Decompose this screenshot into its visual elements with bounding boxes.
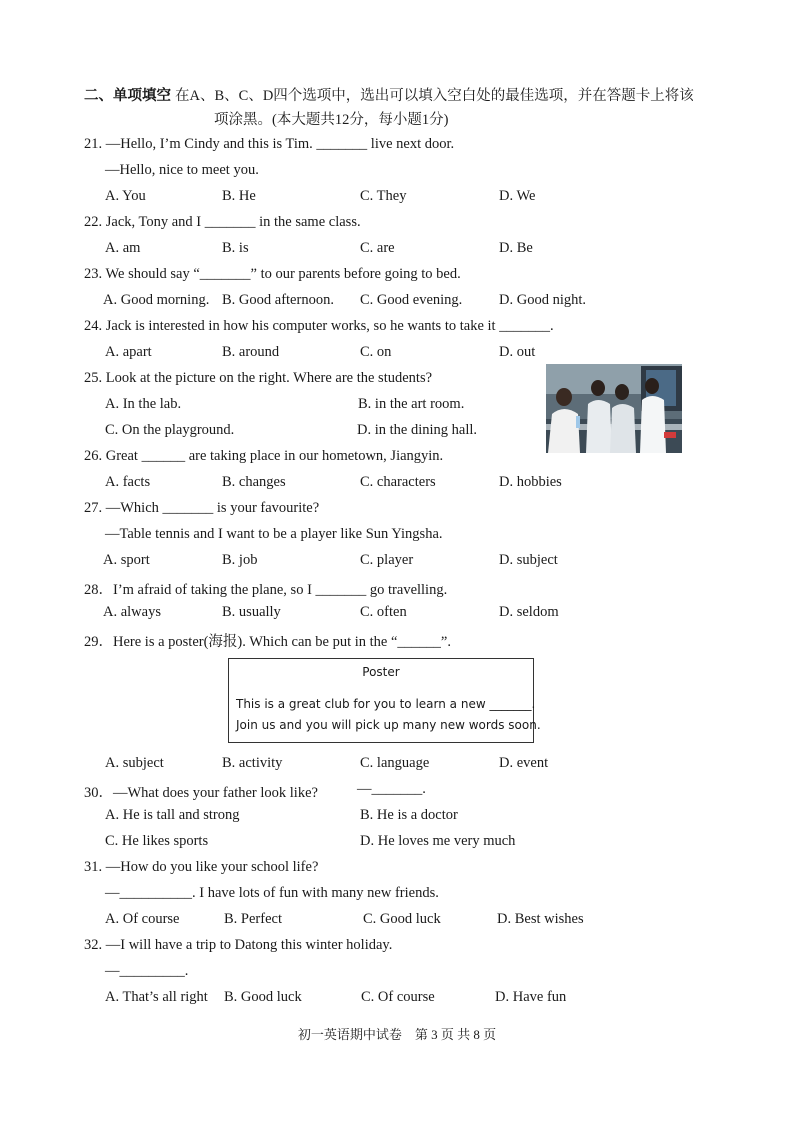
q31-option-a: A. Of course [105, 911, 180, 927]
q32-option-c: C. Of course [361, 989, 435, 1005]
q23-stem: 23. We should say “_______” to our parents before going to bed. [84, 266, 461, 282]
q30-option-a: A. He is tall and strong [105, 807, 240, 823]
q31-stem: 31. —How do you like your school life? [84, 859, 319, 875]
q23-option-c: C. Good evening. [360, 292, 463, 308]
q31-reply: —__________. I have lots of fun with many new friends. [105, 885, 439, 901]
q21-option-b: B. He [222, 188, 256, 204]
q24-option-b: B. around [222, 344, 280, 360]
q28-stem: 28．I’m afraid of taking the plane, so I _______ go travelling. [84, 582, 448, 598]
q26-option-b: B. changes [222, 474, 286, 490]
q28-option-b: B. usually [222, 604, 281, 620]
q22-option-d: D. Be [499, 240, 533, 256]
q24-option-c: C. on [360, 344, 392, 360]
q32-option-a: A. That’s all right [105, 989, 208, 1005]
q27-option-b: B. job [222, 552, 258, 568]
q30-reply: —_______. [357, 781, 426, 797]
section-instruction-2: 项涂黑。(本大题共12分，每小题1分) [214, 112, 449, 128]
q24-option-a: A. apart [105, 344, 152, 360]
q29-option-b: B. activity [222, 755, 283, 771]
q31-option-c: C. Good luck [363, 911, 441, 927]
q23-option-d: D. Good night. [499, 292, 586, 308]
q25-option-d: D. in the dining hall. [357, 422, 478, 438]
poster-line-2: Join us and you will pick up many new words soon. [236, 718, 541, 732]
q27-reply: —Table tennis and I want to be a player like Sun Yingsha. [105, 526, 443, 542]
q29-option-d: D. event [499, 755, 549, 771]
q31-option-b: B. Perfect [224, 911, 282, 927]
q21-stem: 21. —Hello, I’m Cindy and this is Tim. _______ live next door. [84, 136, 455, 152]
q26-option-d: D. hobbies [499, 474, 562, 490]
q26-option-a: A. facts [105, 474, 151, 490]
q29-option-c: C. language [360, 755, 430, 771]
poster-title: Poster [362, 665, 400, 679]
q27-option-c: C. player [360, 552, 414, 568]
poster-line-1: This is a great club for you to learn a new _______. [236, 697, 536, 711]
q27-option-d: D. subject [499, 552, 558, 568]
q22-option-a: A. am [105, 240, 141, 256]
q32-stem: 32. —I will have a trip to Datong this winter holiday. [84, 937, 393, 953]
q27-stem: 27. —Which _______ is your favourite? [84, 500, 320, 516]
q23-option-a: A. Good morning. [103, 292, 210, 308]
q32-option-b: B. Good luck [224, 989, 302, 1005]
q28-option-d: D. seldom [499, 604, 559, 620]
q25-stem: 25. Look at the picture on the right. Where are the students? [84, 370, 433, 386]
q32-option-d: D. Have fun [495, 989, 567, 1005]
q29-stem: 29．Here is a poster(海报). Which can be put in the “______”. [84, 634, 451, 650]
q25-option-a: A. In the lab. [105, 396, 182, 412]
q26-option-c: C. characters [360, 474, 436, 490]
q24-stem: 24. Jack is interested in how his computer works, so he wants to take it _______. [84, 318, 554, 334]
q21-option-c: C. They [360, 188, 407, 204]
q22-option-c: C. are [360, 240, 395, 256]
q21-option-a: A. You [105, 188, 146, 204]
section-title: 二、单项填空 [84, 88, 171, 104]
q30-option-c: C. He likes sports [105, 833, 209, 849]
lab-photo-icon [546, 364, 682, 453]
q26-stem: 26. Great ______ are taking place in our hometown, Jiangyin. [84, 448, 444, 464]
q24-option-d: D. out [499, 344, 536, 360]
section-header [84, 84, 694, 105]
q21-reply: —Hello, nice to meet you. [105, 162, 259, 178]
lab-photo [546, 364, 682, 453]
poster-box [228, 658, 541, 743]
q30-option-d: D. He loves me very much [360, 833, 516, 849]
q25-option-b: B. in the art room. [358, 396, 465, 412]
q22-stem: 22. Jack, Tony and I _______ in the same class. [84, 214, 361, 230]
q31-option-d: D. Best wishes [497, 911, 584, 927]
q28-option-a: A. always [103, 604, 161, 620]
q32-reply: —_________. [105, 963, 189, 979]
section-instruction-1: 在A、B、C、D四个选项中，选出可以填入空白处的最佳选项，并在答题卡上将该 [175, 88, 694, 104]
page-footer: 初一英语期中试卷 第 3 页 共 8 页 [297, 1027, 497, 1042]
q22-option-b: B. is [222, 240, 249, 256]
q27-option-a: A. sport [103, 552, 150, 568]
q29-option-a: A. subject [105, 755, 164, 771]
q28-option-c: C. often [360, 604, 407, 620]
q30-option-b: B. He is a doctor [360, 807, 458, 823]
q23-option-b: B. Good afternoon. [222, 292, 334, 308]
q21-option-d: D. We [499, 188, 536, 204]
q30-stem: 30．—What does your father look like? [84, 785, 318, 801]
q25-option-c: C. On the playground. [105, 422, 235, 438]
